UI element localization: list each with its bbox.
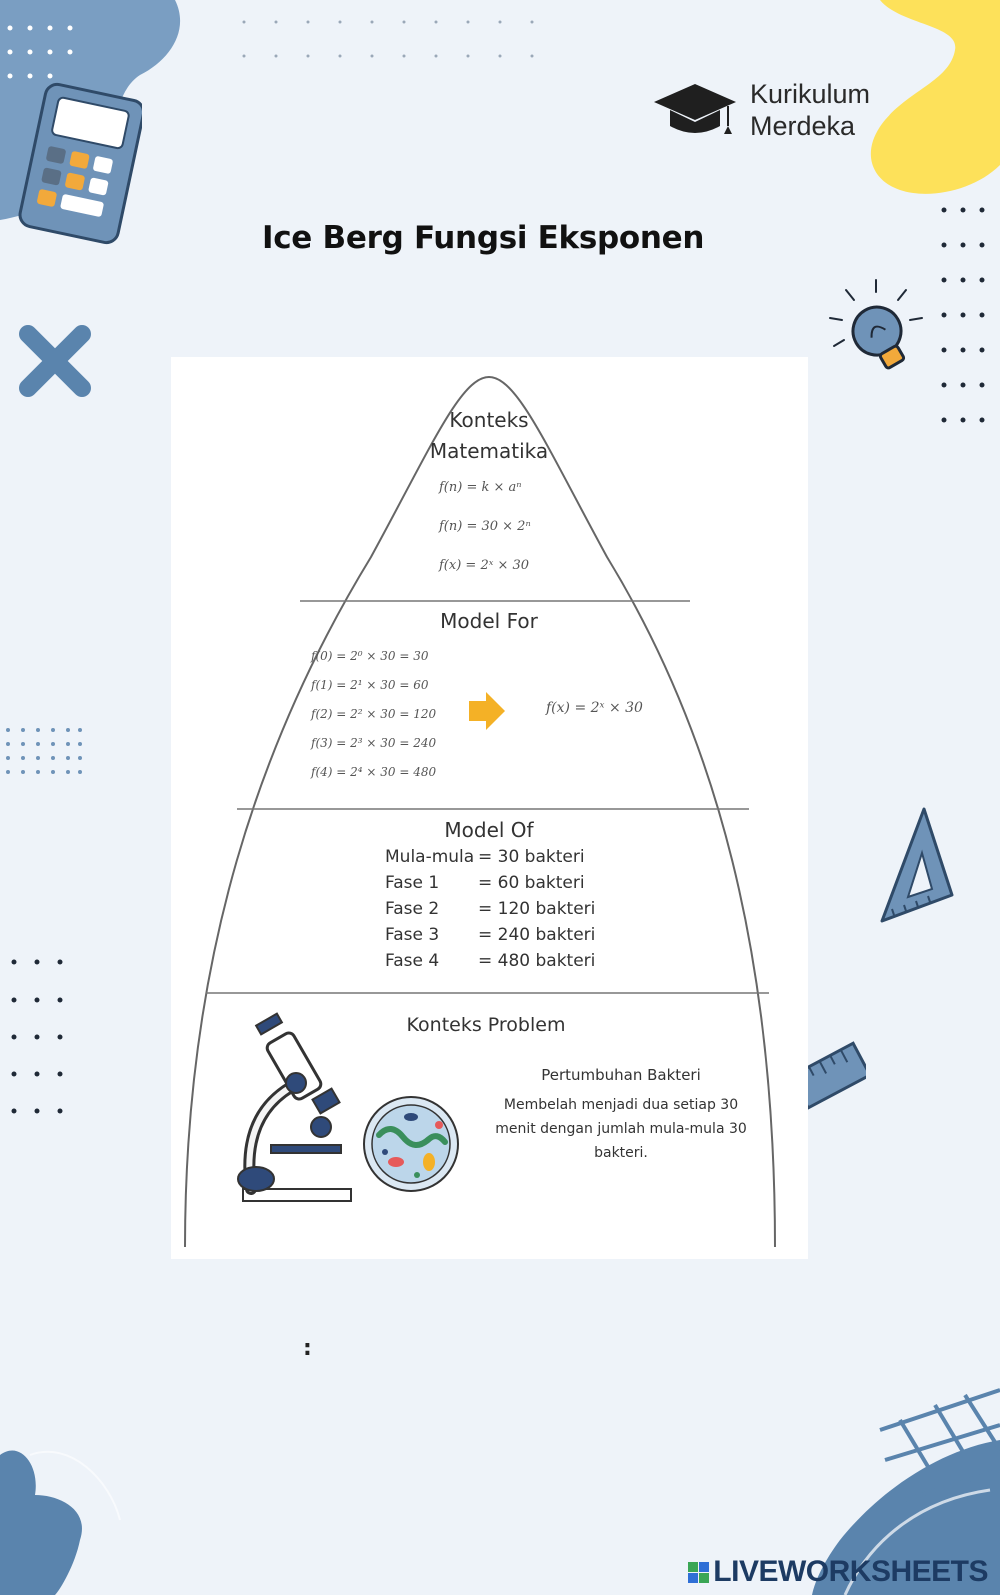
model-for-step: f(4) = 2⁴ × 30 = 480	[311, 765, 437, 779]
logo-line2: Merdeka	[750, 111, 856, 141]
model-of-value: = 30 bakteri	[478, 847, 585, 867]
model-of-value: = 240 bakteri	[478, 925, 596, 945]
konteks-problem-heading: Konteks Problem	[406, 1014, 566, 1036]
formula-specific: f(n) = 30 × 2ⁿ	[439, 519, 531, 534]
model-of-label: Mula-mula	[385, 847, 475, 867]
model-of-heading: Model Of	[444, 818, 534, 842]
logo-line1: Kurikulum	[750, 79, 871, 109]
petri-dish-icon	[364, 1097, 458, 1191]
dot-grid-left-lower	[12, 960, 63, 1114]
model-of-value: = 120 bakteri	[478, 899, 596, 919]
model-of-value: = 60 bakteri	[478, 873, 585, 893]
konteks-matematika-line1: Konteks	[449, 408, 529, 432]
formula-general: f(n) = k × aⁿ	[439, 480, 522, 495]
model-for-step: f(0) = 2⁰ × 30 = 30	[311, 649, 429, 663]
model-of-value: = 480 bakteri	[478, 951, 596, 971]
model-of-label: Fase 4	[385, 951, 440, 971]
arrow-right-icon	[469, 692, 505, 730]
model-for-result: f(x) = 2ˣ × 30	[546, 700, 643, 716]
konteks-matematika-heading	[389, 405, 589, 467]
answer-colon: :	[303, 1336, 312, 1361]
page-title: Ice Berg Fungsi Eksponen	[262, 220, 705, 256]
triangle-ruler-icon	[878, 805, 958, 925]
multiply-icon	[16, 322, 94, 400]
formula-x: f(x) = 2ˣ × 30	[439, 558, 530, 573]
logo-text	[750, 78, 870, 142]
microscope-icon	[238, 1014, 351, 1201]
graduation-cap-icon	[652, 80, 738, 140]
liveworksheets-logo	[688, 1555, 988, 1589]
model-of-label: Fase 3	[385, 925, 440, 945]
model-of-label: Fase 1	[385, 873, 440, 893]
konteks-matematika-line2: Matematika	[429, 439, 549, 463]
konteks-problem-description: Membelah menjadi dua setiap 30 menit dengan jumlah mula-mula 30 bakteri.	[495, 1097, 747, 1161]
dot-grid-left-mid	[6, 728, 82, 774]
lightbulb-icon	[826, 278, 930, 386]
model-for-step: f(1) = 2¹ × 30 = 60	[311, 678, 429, 692]
top-right-yellow-blob	[871, 0, 1000, 194]
iceberg-card	[171, 357, 808, 1259]
dot-grid-right	[942, 208, 985, 423]
liveworksheets-badge-icon	[688, 1562, 709, 1583]
model-of-label: Fase 2	[385, 899, 440, 919]
ruler-icon	[806, 1035, 866, 1115]
dot-rows-top	[243, 21, 534, 58]
model-for-heading: Model For	[440, 609, 538, 633]
model-for-step: f(2) = 2² × 30 = 120	[311, 707, 437, 721]
liveworksheets-text: LIVEWORKSHEETS	[713, 1555, 988, 1588]
model-for-step: f(3) = 2³ × 30 = 240	[311, 736, 437, 750]
calculator-icon	[12, 80, 142, 245]
bottom-left-blob	[0, 1451, 82, 1595]
konteks-problem-subheading: Pertumbuhan Bakteri	[541, 1066, 701, 1084]
